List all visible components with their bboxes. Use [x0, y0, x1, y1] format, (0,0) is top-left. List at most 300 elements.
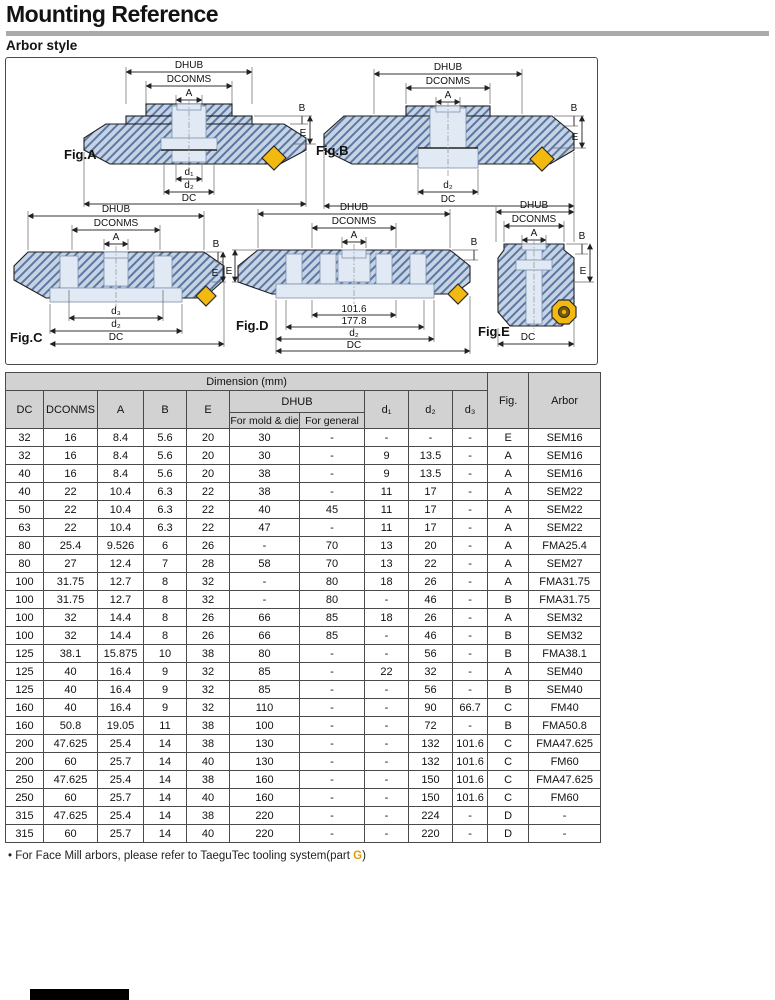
table-cell: 40	[44, 699, 98, 717]
table-cell: 8	[144, 627, 187, 645]
table-cell: -	[365, 717, 409, 735]
table-cell: 30	[230, 429, 300, 447]
dim-label: d₃	[111, 306, 121, 317]
dim-label: DHUB	[433, 62, 463, 73]
table-cell: SEM22	[529, 483, 601, 501]
table-body	[6, 429, 601, 843]
page-edge-tab	[30, 989, 129, 1000]
table-cell: SEM32	[529, 627, 601, 645]
table-cell: FMA47.625	[529, 735, 601, 753]
table-cell: -	[300, 519, 365, 537]
table-row	[6, 591, 601, 609]
table-cell: 16	[44, 429, 98, 447]
footnote-highlight: G	[353, 850, 363, 862]
table-cell: 17	[409, 519, 453, 537]
table-cell: 8	[144, 609, 187, 627]
table-cell: 38	[187, 807, 230, 825]
table-cell: -	[300, 645, 365, 663]
table-cell: D	[488, 807, 529, 825]
dim-label: B	[212, 239, 220, 250]
table-cell: 90	[409, 699, 453, 717]
table-cell: 15.875	[98, 645, 144, 663]
figure-d	[226, 202, 478, 354]
table-cell: 25.4	[98, 735, 144, 753]
table-cell: 46	[409, 591, 453, 609]
table-cell: 11	[144, 717, 187, 735]
table-cell: 14.4	[98, 609, 144, 627]
footnote-close: )	[362, 850, 366, 862]
table-cell: FMA50.8	[529, 717, 601, 735]
dim-label: DHUB	[174, 60, 204, 71]
table-cell: C	[488, 771, 529, 789]
arbor-diagrams	[6, 58, 597, 364]
table-cell: 13	[365, 555, 409, 573]
table-cell: 70	[300, 555, 365, 573]
table-cell: 22	[365, 663, 409, 681]
table-cell: 32	[6, 429, 44, 447]
table-cell: 32	[44, 609, 98, 627]
table-cell: 32	[187, 699, 230, 717]
table-cell: 63	[6, 519, 44, 537]
table-cell: FM40	[529, 699, 601, 717]
table-cell: 72	[409, 717, 453, 735]
arbor-style-diagram-box	[5, 57, 598, 365]
table-cell: -	[300, 663, 365, 681]
table-cell: 26	[187, 609, 230, 627]
table-cell: 58	[230, 555, 300, 573]
table-cell: 8	[144, 591, 187, 609]
table-cell: A	[488, 465, 529, 483]
col-header-d2: d₂	[409, 391, 453, 429]
table-cell: 80	[230, 645, 300, 663]
table-row	[6, 429, 601, 447]
table-row	[6, 681, 601, 699]
table-cell: 6.3	[144, 483, 187, 501]
table-cell: 12.4	[98, 555, 144, 573]
table-cell: 9	[144, 699, 187, 717]
table-cell: A	[488, 447, 529, 465]
table-cell: 38	[187, 645, 230, 663]
dim-label: A	[530, 228, 538, 239]
table-cell: SEM16	[529, 429, 601, 447]
table-cell: 32	[187, 681, 230, 699]
table-cell: 32	[187, 573, 230, 591]
table-cell: FMA25.4	[529, 537, 601, 555]
table-cell: -	[453, 681, 488, 699]
table-cell: 25.4	[98, 807, 144, 825]
table-cell: 6.3	[144, 519, 187, 537]
table-row	[6, 609, 601, 627]
table-cell: C	[488, 735, 529, 753]
table-cell: 125	[6, 681, 44, 699]
table-cell: 25.7	[98, 825, 144, 843]
table-cell: SEM32	[529, 609, 601, 627]
dim-label: B	[570, 103, 578, 114]
table-cell: 11	[365, 519, 409, 537]
table-cell: 20	[409, 537, 453, 555]
table-cell: -	[365, 429, 409, 447]
table-cell: -	[453, 429, 488, 447]
table-cell: 19.05	[98, 717, 144, 735]
table-cell: -	[365, 735, 409, 753]
table-cell: 220	[230, 807, 300, 825]
col-header-e: E	[187, 391, 230, 429]
table-cell: 220	[230, 825, 300, 843]
table-cell: C	[488, 699, 529, 717]
table-cell: 27	[44, 555, 98, 573]
table-cell: -	[453, 663, 488, 681]
table-cell: 26	[409, 609, 453, 627]
table-row	[6, 537, 601, 555]
table-cell: 12.7	[98, 591, 144, 609]
table-cell: 22	[409, 555, 453, 573]
table-cell: 315	[6, 807, 44, 825]
table-cell: FMA31.75	[529, 573, 601, 591]
footnote	[8, 850, 366, 862]
dim-label: DC	[440, 194, 456, 205]
dim-label: DCONMS	[425, 76, 471, 87]
table-cell: -	[453, 825, 488, 843]
dim-label: DCONMS	[93, 218, 139, 229]
table-cell: -	[453, 717, 488, 735]
table-cell: -	[365, 645, 409, 663]
dim-label: B	[578, 231, 586, 242]
table-cell: 32	[187, 663, 230, 681]
table-cell: -	[300, 807, 365, 825]
table-cell: 40	[44, 663, 98, 681]
table-cell: -	[365, 681, 409, 699]
table-cell: -	[300, 735, 365, 753]
table-cell: 50.8	[44, 717, 98, 735]
dim-label: d₁	[184, 167, 194, 178]
table-cell: FM60	[529, 789, 601, 807]
table-cell: 40	[44, 681, 98, 699]
table-cell: 160	[230, 771, 300, 789]
table-row	[6, 753, 601, 771]
table-cell: 12.7	[98, 573, 144, 591]
table-cell: A	[488, 519, 529, 537]
table-cell: 26	[409, 573, 453, 591]
table-cell: -	[300, 771, 365, 789]
table-cell: 200	[6, 735, 44, 753]
table-row	[6, 807, 601, 825]
table-cell: 11	[365, 483, 409, 501]
col-header-b: B	[144, 391, 187, 429]
table-cell: -	[300, 483, 365, 501]
table-cell: 14	[144, 735, 187, 753]
table-cell: 25.7	[98, 753, 144, 771]
table-cell: 9.526	[98, 537, 144, 555]
table-cell: 26	[187, 627, 230, 645]
dim-label: 101.6	[341, 304, 367, 315]
table-cell: 8.4	[98, 465, 144, 483]
table-cell: 132	[409, 735, 453, 753]
table-cell: 150	[409, 789, 453, 807]
table-cell: 22	[187, 501, 230, 519]
dim-label: 177.8	[341, 316, 367, 327]
table-cell: 13.5	[409, 447, 453, 465]
footnote-text: For Face Mill arbors, please refer to TaeguTec tooling system(part	[15, 850, 354, 862]
table-cell: 11	[365, 501, 409, 519]
table-cell: -	[365, 753, 409, 771]
table-cell: 14.4	[98, 627, 144, 645]
table-cell: 60	[44, 789, 98, 807]
table-cell: 56	[409, 681, 453, 699]
dim-label: DCONMS	[166, 74, 212, 85]
table-cell: B	[488, 645, 529, 663]
table-cell: 7	[144, 555, 187, 573]
table-cell: -	[453, 627, 488, 645]
table-row	[6, 447, 601, 465]
table-cell: A	[488, 555, 529, 573]
table-cell: 40	[6, 465, 44, 483]
table-cell: 47.625	[44, 735, 98, 753]
table-cell: -	[300, 825, 365, 843]
table-cell: 100	[6, 627, 44, 645]
table-cell: 40	[187, 825, 230, 843]
table-cell: 47.625	[44, 807, 98, 825]
table-cell: -	[453, 483, 488, 501]
figure-label: Fig.B	[316, 143, 349, 158]
figure-label: Fig.A	[64, 147, 97, 162]
table-row	[6, 789, 601, 807]
table-cell: -	[365, 627, 409, 645]
table-cell: A	[488, 483, 529, 501]
table-row	[6, 645, 601, 663]
table-cell: 20	[187, 429, 230, 447]
table-row	[6, 519, 601, 537]
table-cell: 224	[409, 807, 453, 825]
table-cell: 26	[187, 537, 230, 555]
dim-label: d₂	[443, 180, 453, 191]
table-cell: 32	[6, 447, 44, 465]
table-cell: -	[230, 591, 300, 609]
table-cell: 5.6	[144, 465, 187, 483]
dim-label: E	[211, 268, 219, 279]
figure-e	[478, 200, 594, 347]
dim-label: DCONMS	[331, 216, 377, 227]
table-cell: A	[488, 663, 529, 681]
table-cell: B	[488, 591, 529, 609]
table-cell: 100	[230, 717, 300, 735]
table-cell: 100	[6, 591, 44, 609]
dim-label: d₂	[349, 328, 359, 339]
dim-label: A	[185, 88, 193, 99]
figure-c	[10, 204, 226, 347]
dim-label: B	[298, 103, 306, 114]
table-cell: 160	[6, 699, 44, 717]
table-cell: 110	[230, 699, 300, 717]
table-cell: C	[488, 789, 529, 807]
table-cell: 10.4	[98, 501, 144, 519]
table-cell: 250	[6, 771, 44, 789]
table-row	[6, 465, 601, 483]
dim-label: E	[299, 128, 307, 139]
table-cell: 40	[6, 483, 44, 501]
table-row	[6, 483, 601, 501]
table-cell: -	[453, 501, 488, 519]
table-cell: 38	[187, 717, 230, 735]
table-cell: 130	[230, 753, 300, 771]
dim-label: B	[470, 237, 478, 248]
table-cell: 220	[409, 825, 453, 843]
table-cell: 160	[230, 789, 300, 807]
table-cell: -	[300, 753, 365, 771]
table-cell: 25.7	[98, 789, 144, 807]
table-cell: -	[365, 807, 409, 825]
table-cell: 14	[144, 807, 187, 825]
table-row	[6, 555, 601, 573]
dim-label: A	[112, 232, 120, 243]
dim-label: E	[225, 266, 233, 277]
table-cell: 25.4	[44, 537, 98, 555]
table-cell: 14	[144, 825, 187, 843]
table-cell: 32	[187, 591, 230, 609]
table-cell: 125	[6, 663, 44, 681]
table-cell: 50	[6, 501, 44, 519]
table-row	[6, 663, 601, 681]
table-cell: 10.4	[98, 519, 144, 537]
dim-label: DHUB	[339, 202, 369, 213]
table-cell: 25.4	[98, 771, 144, 789]
table-cell: -	[453, 537, 488, 555]
table-cell: 22	[44, 483, 98, 501]
table-cell: 38	[230, 483, 300, 501]
table-cell: -	[300, 447, 365, 465]
table-cell: 9	[365, 465, 409, 483]
table-cell: 16.4	[98, 663, 144, 681]
table-row	[6, 699, 601, 717]
table-cell: 17	[409, 483, 453, 501]
table-cell: 18	[365, 609, 409, 627]
table-cell: 22	[187, 519, 230, 537]
table-cell: 16.4	[98, 699, 144, 717]
dim-label: A	[350, 230, 358, 241]
table-cell: 38	[187, 735, 230, 753]
table-cell: -	[453, 465, 488, 483]
dim-label: A	[444, 90, 452, 101]
table-cell: 6.3	[144, 501, 187, 519]
dim-label: d₂	[184, 180, 194, 191]
table-cell: E	[488, 429, 529, 447]
table-row	[6, 825, 601, 843]
table-cell: 20	[187, 447, 230, 465]
table-cell: 32	[409, 663, 453, 681]
table-cell: 125	[6, 645, 44, 663]
table-cell: B	[488, 627, 529, 645]
table-cell: 5.6	[144, 447, 187, 465]
table-cell: 66.7	[453, 699, 488, 717]
dim-label: DC	[181, 193, 197, 204]
figure-label: Fig.C	[10, 330, 43, 345]
table-cell: SEM16	[529, 465, 601, 483]
table-cell: 130	[230, 735, 300, 753]
table-cell: SEM22	[529, 501, 601, 519]
table-cell: -	[453, 591, 488, 609]
table-cell: -	[453, 573, 488, 591]
table-cell: 10.4	[98, 483, 144, 501]
table-cell: -	[529, 807, 601, 825]
table-cell: 16	[44, 447, 98, 465]
table-cell: 80	[300, 573, 365, 591]
table-cell: 100	[6, 609, 44, 627]
table-cell: 18	[365, 573, 409, 591]
table-cell: 40	[230, 501, 300, 519]
dimension-table	[5, 372, 601, 843]
table-cell: 8	[144, 573, 187, 591]
dim-label: E	[571, 132, 579, 143]
table-cell: FMA38.1	[529, 645, 601, 663]
figure-a	[64, 60, 316, 207]
table-cell: 70	[300, 537, 365, 555]
table-cell: 46	[409, 627, 453, 645]
table-cell: -	[300, 699, 365, 717]
table-cell: 132	[409, 753, 453, 771]
table-cell: 17	[409, 501, 453, 519]
col-header-fig: Fig.	[488, 373, 529, 429]
table-cell: 16.4	[98, 681, 144, 699]
table-cell: -	[453, 447, 488, 465]
table-cell: 250	[6, 789, 44, 807]
table-cell: 60	[44, 825, 98, 843]
table-cell: -	[300, 429, 365, 447]
table-cell: 6	[144, 537, 187, 555]
header-dimension-title: Dimension (mm)	[6, 373, 488, 391]
table-cell: FMA47.625	[529, 771, 601, 789]
table-cell: B	[488, 681, 529, 699]
table-cell: 28	[187, 555, 230, 573]
table-cell: FMA31.75	[529, 591, 601, 609]
col-header-dconms: DCONMS	[44, 391, 98, 429]
figure-label: Fig.E	[478, 324, 510, 339]
table-cell: 16	[44, 465, 98, 483]
table-cell: 315	[6, 825, 44, 843]
table-cell: 150	[409, 771, 453, 789]
table-cell: 22	[187, 483, 230, 501]
col-header-dhub: DHUB	[230, 391, 365, 413]
table-cell: 101.6	[453, 771, 488, 789]
table-cell: 31.75	[44, 573, 98, 591]
table-row	[6, 735, 601, 753]
table-cell: 14	[144, 753, 187, 771]
table-cell: 10	[144, 645, 187, 663]
dim-label: DC	[346, 340, 362, 351]
table-cell: 40	[187, 789, 230, 807]
table-cell: 38	[230, 465, 300, 483]
table-cell: -	[453, 645, 488, 663]
table-cell: -	[529, 825, 601, 843]
table-cell: 30	[230, 447, 300, 465]
table-cell: 85	[230, 663, 300, 681]
table-cell: 9	[365, 447, 409, 465]
col-header-d3: d₃	[453, 391, 488, 429]
table-cell: SEM22	[529, 519, 601, 537]
table-cell: 22	[44, 519, 98, 537]
table-cell: 14	[144, 789, 187, 807]
table-cell: -	[453, 807, 488, 825]
table-cell: 85	[230, 681, 300, 699]
table-cell: 22	[44, 501, 98, 519]
table-cell: 31.75	[44, 591, 98, 609]
col-header-dhub-general: For general	[300, 413, 365, 429]
dim-label: E	[579, 266, 587, 277]
dim-label: DC	[520, 332, 536, 343]
table-cell: -	[453, 519, 488, 537]
table-cell: 5.6	[144, 429, 187, 447]
table-cell: 38.1	[44, 645, 98, 663]
table-cell: 100	[6, 573, 44, 591]
table-cell: SEM40	[529, 681, 601, 699]
